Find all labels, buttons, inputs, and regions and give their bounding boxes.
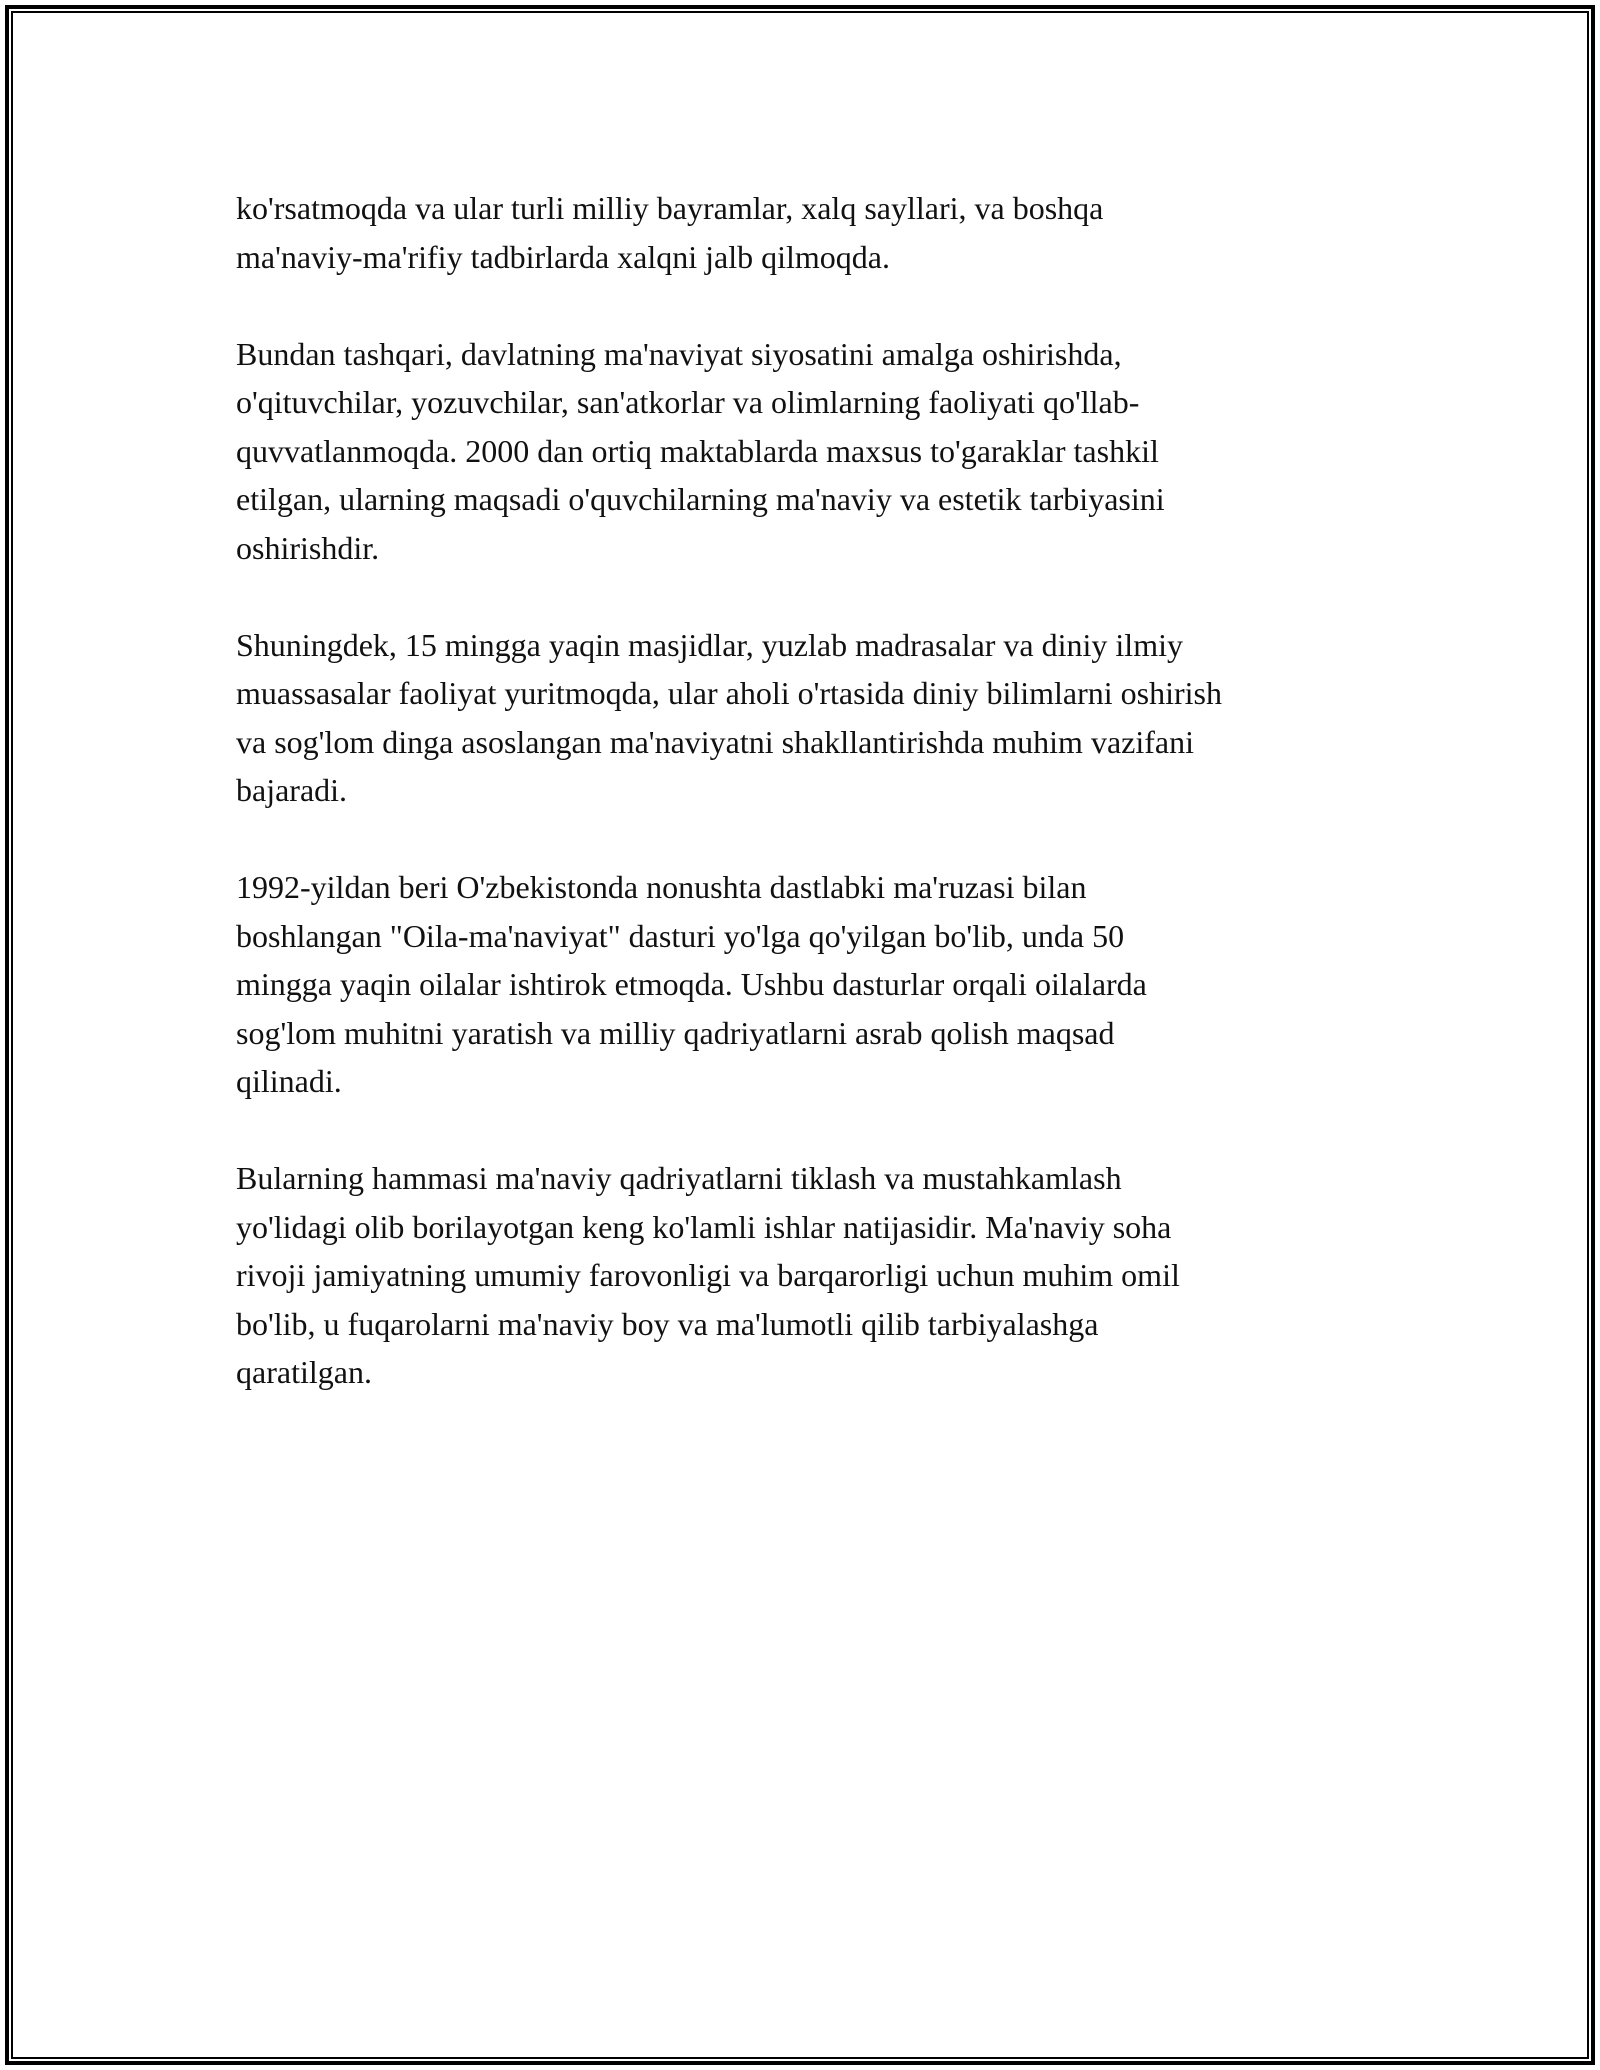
text-line: o'qituvchilar, yozuvchilar, san'atkorlar va olimlarning faoliyati qo'llab- [236,384,1140,420]
text-line: va sog'lom dinga asoslangan ma'naviyatni shakllantirishda muhim vazifani [236,723,1194,760]
text-line: rivoji jamiyatning umumiy farovonligi va barqarorligi uchun muhim omil [236,1257,1180,1293]
text-line: Shuningdek, 15 mingga yaqin masjidlar, yuzlab madrasalar va diniy ilmiy [236,626,1183,663]
text-line: quvvatlanmoqda. 2000 dan ortiq maktablarda maxsus to'garaklar tashkil [236,432,1159,469]
paragraph-4 [236,863,1376,1106]
text-line: 1992-yildan beri O'zbekistonda nonushta dastlabki ma'ruzasi bilan [236,869,1087,905]
text-line: qaratilgan. [236,1354,372,1390]
text-line: ko'rsatmoqda va ular turli milliy bayramlar, xalq sayllari, va boshqa [236,190,1104,226]
text-line: muassasalar faoliyat yuritmoqda, ular aholi o'rtasida diniy bilimlarni oshirish [236,675,1222,711]
paragraph-2 [236,330,1376,573]
paragraph-3 [236,621,1376,815]
text-line: mingga yaqin oilalar ishtirok etmoqda. Ushbu dasturlar orqali oilalarda [236,966,1147,1002]
text-line: oshirishdir. [236,529,380,566]
document-body [236,184,1376,1445]
text-line: ma'naviy-ma'rifiy tadbirlarda xalqni jalb qilmoqda. [236,238,890,275]
text-line: bo'lib, u fuqarolarni ma'naviy boy va ma'lumotli qilib tarbiyalashga [236,1305,1099,1342]
text-line: Bundan tashqari, davlatning ma'naviyat siyosatini amalga oshirishda, [236,335,1122,372]
text-line: boshlangan "Oila-ma'naviyat" dasturi yo'lga qo'yilgan bo'lib, unda 50 [236,917,1125,954]
paragraph-1 [236,184,1376,281]
text-line: Bularning hammasi ma'naviy qadriyatlarni tiklash va mustahkamlash [236,1160,1122,1196]
text-line: qilinadi. [236,1063,342,1099]
text-line: etilgan, ularning maqsadi o'quvchilarning ma'naviy va estetik tarbiyasini [236,481,1165,517]
text-line: sog'lom muhitni yaratish va milliy qadriyatlarni asrab qolish maqsad [236,1014,1115,1051]
text-line: yo'lidagi olib borilayotgan keng ko'lamli ishlar natijasidir. Ma'naviy soha [236,1208,1172,1245]
text-line: bajaradi. [236,772,348,808]
paragraph-5 [236,1154,1376,1397]
